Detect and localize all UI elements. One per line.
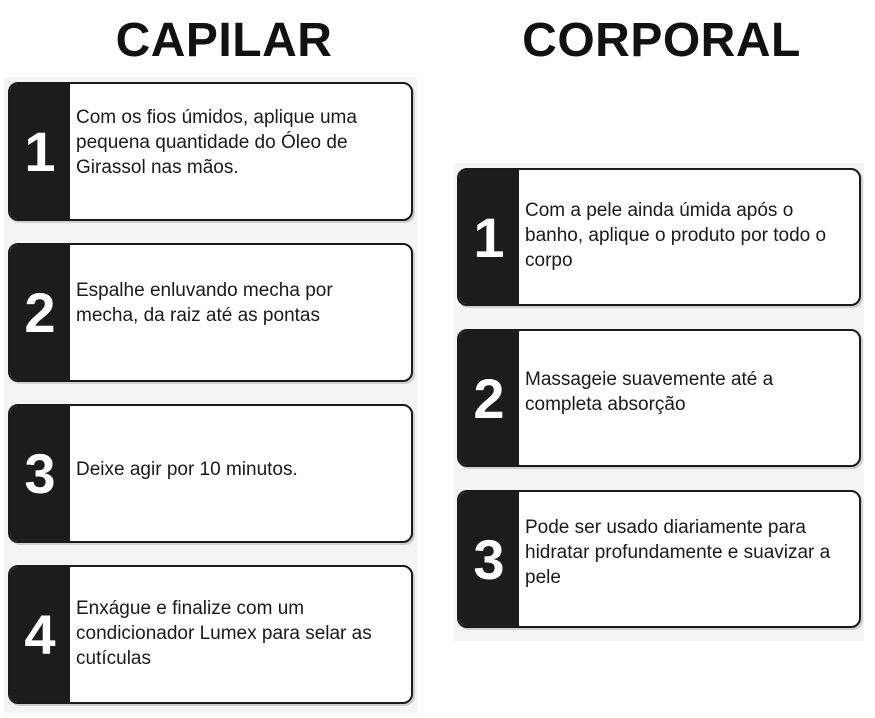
step-number: 3 [10,406,70,541]
step-number: 4 [10,567,70,702]
step-text-box [70,406,411,541]
capilar-step-2 [8,243,413,382]
step-text: Com a pele ainda úmida após o banho, aplique o produto por todo o corpo [525,200,827,271]
step-text: Massageie suavemente até a completa absorção [525,369,774,415]
step-number: 1 [459,170,519,304]
step-text: Espalhe enluvando mecha por mecha, da raiz até as pontas [76,280,333,326]
step-text-box [519,492,859,626]
corporal-title: CORPORAL [522,14,801,67]
capilar-title: CAPILAR [115,14,333,67]
step-text-box [70,245,411,380]
step-text: Enxágue e finalize com um condicionador Lumex para selar as cutículas [76,598,372,669]
step-number: 2 [459,331,519,465]
step-text-box [519,170,859,304]
corporal-step-1 [457,168,861,306]
corporal-step-2 [457,329,861,467]
step-text-box [70,567,411,702]
step-text: Com os fios úmidos, aplique uma pequena quantidade do Óleo de Girassol nas mãos. [76,107,357,178]
step-text-box [519,331,859,465]
step-text: Deixe agir por 10 minutos. [76,459,298,480]
step-text: Pode ser usado diariamente para hidratar profundamente e suavizar a pele [525,517,831,588]
step-text-box [70,84,411,219]
step-number: 3 [459,492,519,626]
capilar-step-3 [8,404,413,543]
capilar-step-1 [8,82,413,221]
capilar-step-4 [8,565,413,704]
corporal-step-3 [457,490,861,628]
step-number: 1 [10,84,70,219]
step-number: 2 [10,245,70,380]
